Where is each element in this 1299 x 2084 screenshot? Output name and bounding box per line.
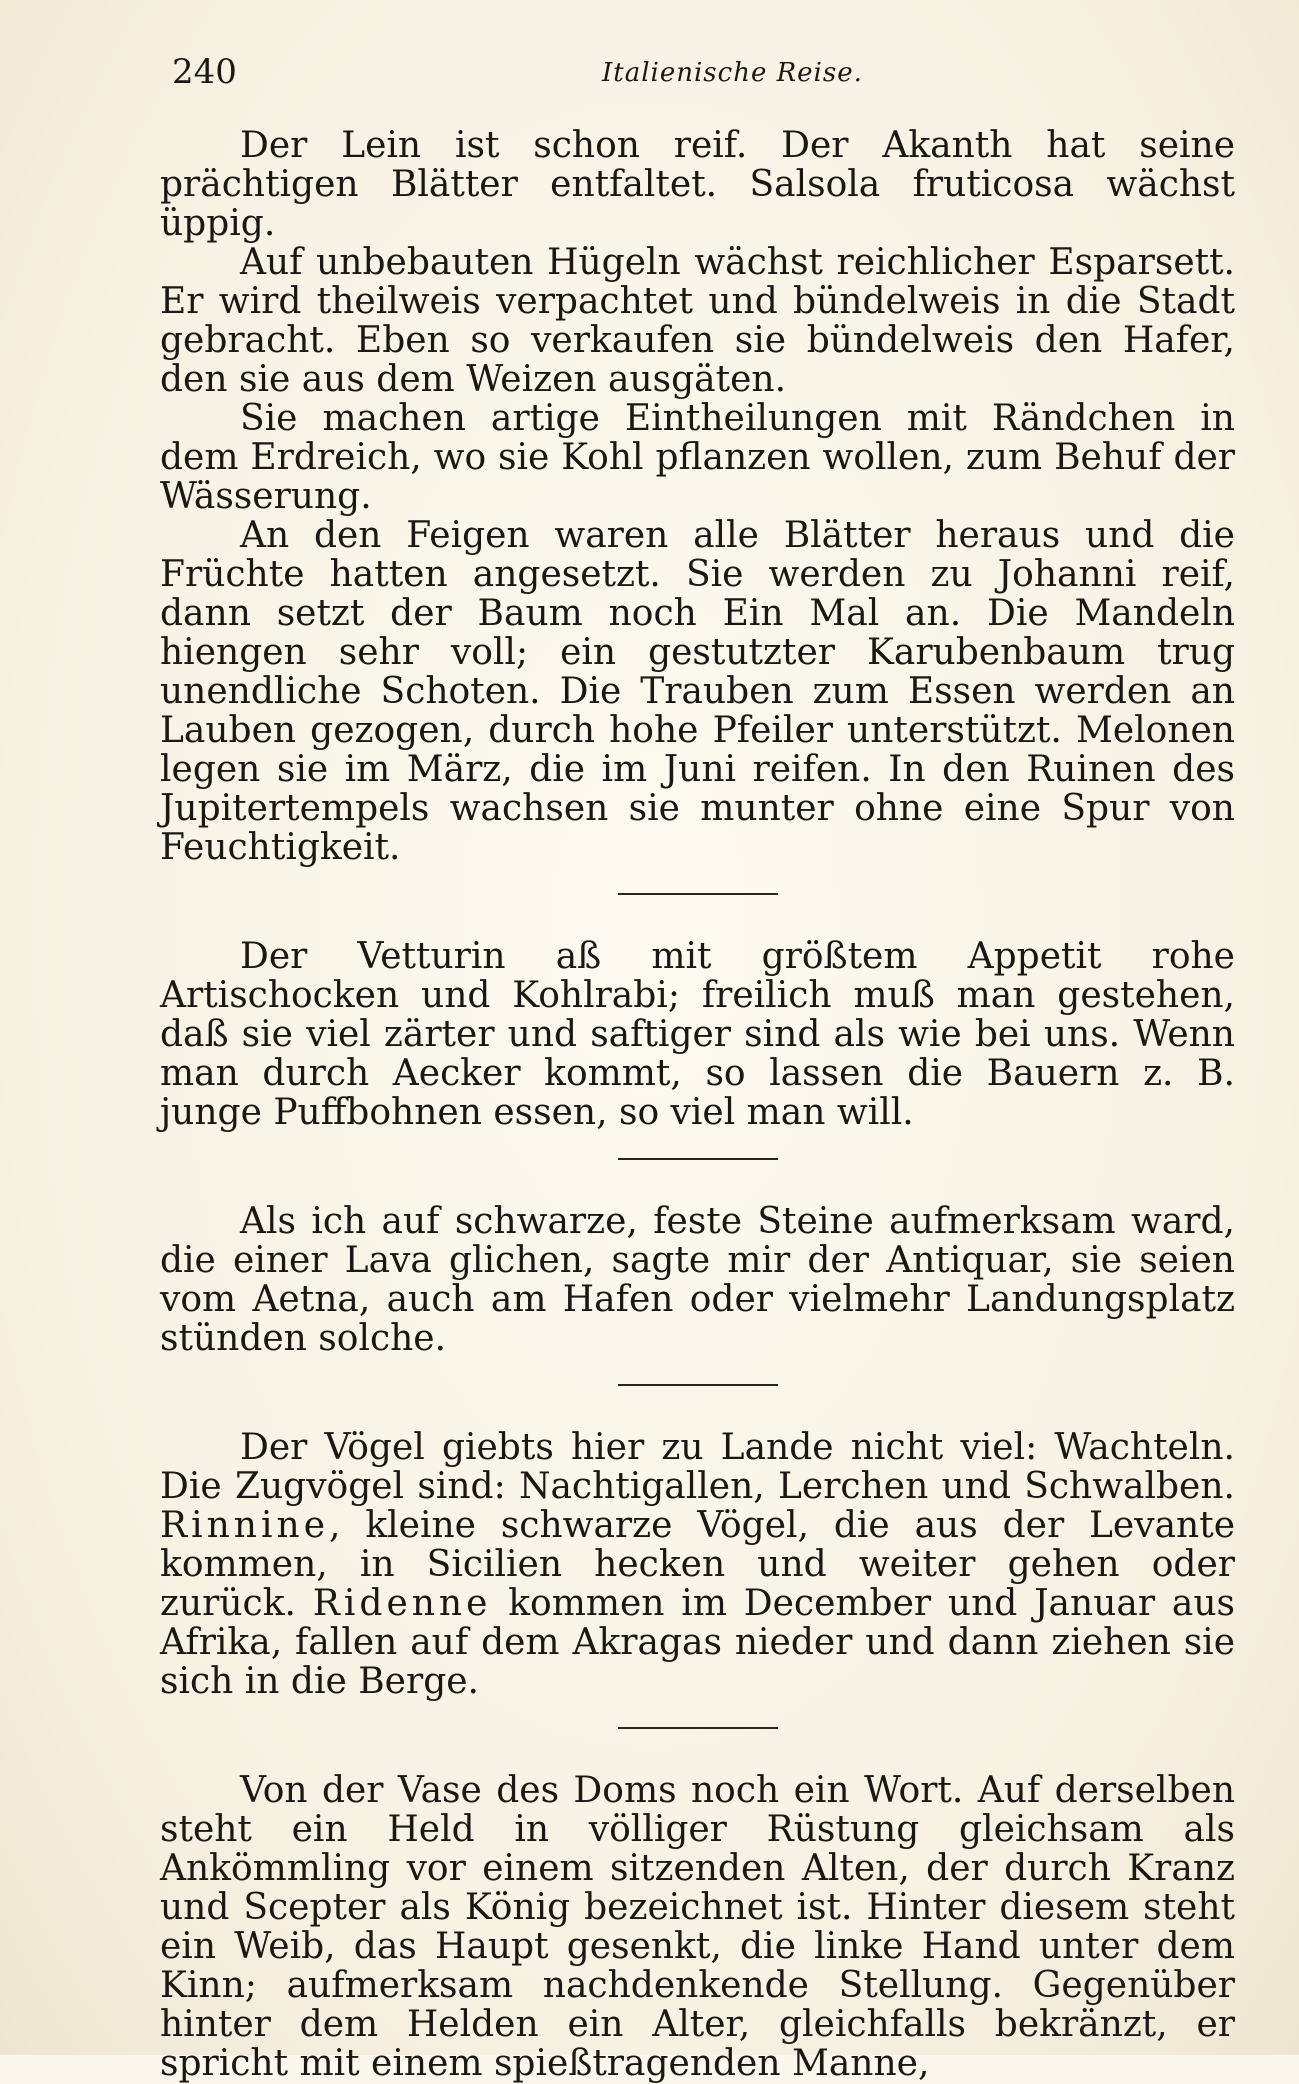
term-rinnine: Rinnine [160,1505,329,1546]
section-divider [618,893,778,895]
page-header [172,52,1232,102]
section-divider [618,1384,778,1386]
paragraph: Sie machen artige Eintheilungen mit Rändchen in dem Erdreich, wo sie Kohl pflanzen wollen, zum Behuf der Wässerung. [160,398,1235,517]
paragraph: Als ich auf schwarze, feste Steine aufmerksam ward, die einer Lava glichen, sagte mir der Antiquar, sie seien vom Aetna, auch am Hafen oder vielmehr Landungsplatz stünden solche. [160,1201,1235,1359]
paragraph: An den Feigen waren alle Blätter heraus und die Früchte hatten angesetzt. Sie werden zu Johanni reif, dann setzt der Baum noch Ein Mal an. Die Mandeln hiengen sehr voll; ein gestutzter Karubenbaum trug unendliche Schoten. Die Trauben zum Essen werden an Lauben gezogen, durch hohe Pfeiler unterstützt. Melonen legen sie im März, die im Juni reifen. In den Ruinen des Jupitertempels wachsen sie munter ohne eine Spur von Feuchtigkeit. [160,515,1235,868]
section-divider [618,1158,778,1160]
paragraph: Der Vetturin aß mit größtem Appetit rohe Artischocken und Kohlrabi; freilich muß man gestehen, daß sie viel zärter und saftiger sind als wie bei uns. Wenn man durch Aecker kommt, so lassen die Bauern z. B. junge Puffbohnen essen, so viel man will. [160,936,1235,1133]
paragraph: Von der Vase des Doms noch ein Wort. Auf derselben steht ein Held in völliger Rüstung gleichsam als Ankömmling vor einem sitzenden Alten, der durch Kranz und Scepter als König bezeichnet ist. Hinter diesem steht ein Weib, das Haupt gesenkt, die linke Hand unter dem Kinn; aufmerksam nachdenkende Stellung. Gegenüber hinter dem Helden ein Alter, gleichfalls bekränzt, er spricht mit einem spießtragenden Manne, [160,1770,1235,2084]
body-text [160,126,1235,2083]
running-title: Italienische Reise. [602,58,863,88]
section-divider [618,1727,778,1729]
paragraph: Auf unbebauten Hügeln wächst reichlicher Esparsett. Er wird theilweis verpachtet und bündelweis in die Stadt gebracht. Eben so verkaufen sie bündelweis den Hafer, den sie aus dem Weizen ausgäten. [160,242,1235,400]
birds-sentence-2: , kleine schwarze Vögel, die aus der Levante kommen, in Sicilien hecken und weiter gehen oder zurück. [160,1505,1235,1624]
birds-sentence-1: Der Vögel giebts hier zu Lande nicht viel: Wachteln. Die Zugvögel sind: Nachtigallen, Lerchen und Schwalben. [160,1427,1235,1507]
term-ridenne: Ridenne [312,1583,492,1624]
birds-sentence-3: kommen im December und Januar aus Afrika, fallen auf dem Akragas nieder und dann ziehen sie sich in die Berge. [160,1583,1235,1702]
paragraph: Der Lein ist schon reif. Der Akanth hat seine prächtigen Blätter entfaltet. Salsola fruticosa wächst üppig. [160,125,1235,244]
paragraph-birds [160,1428,1235,1701]
page-number: 240 [172,52,237,92]
